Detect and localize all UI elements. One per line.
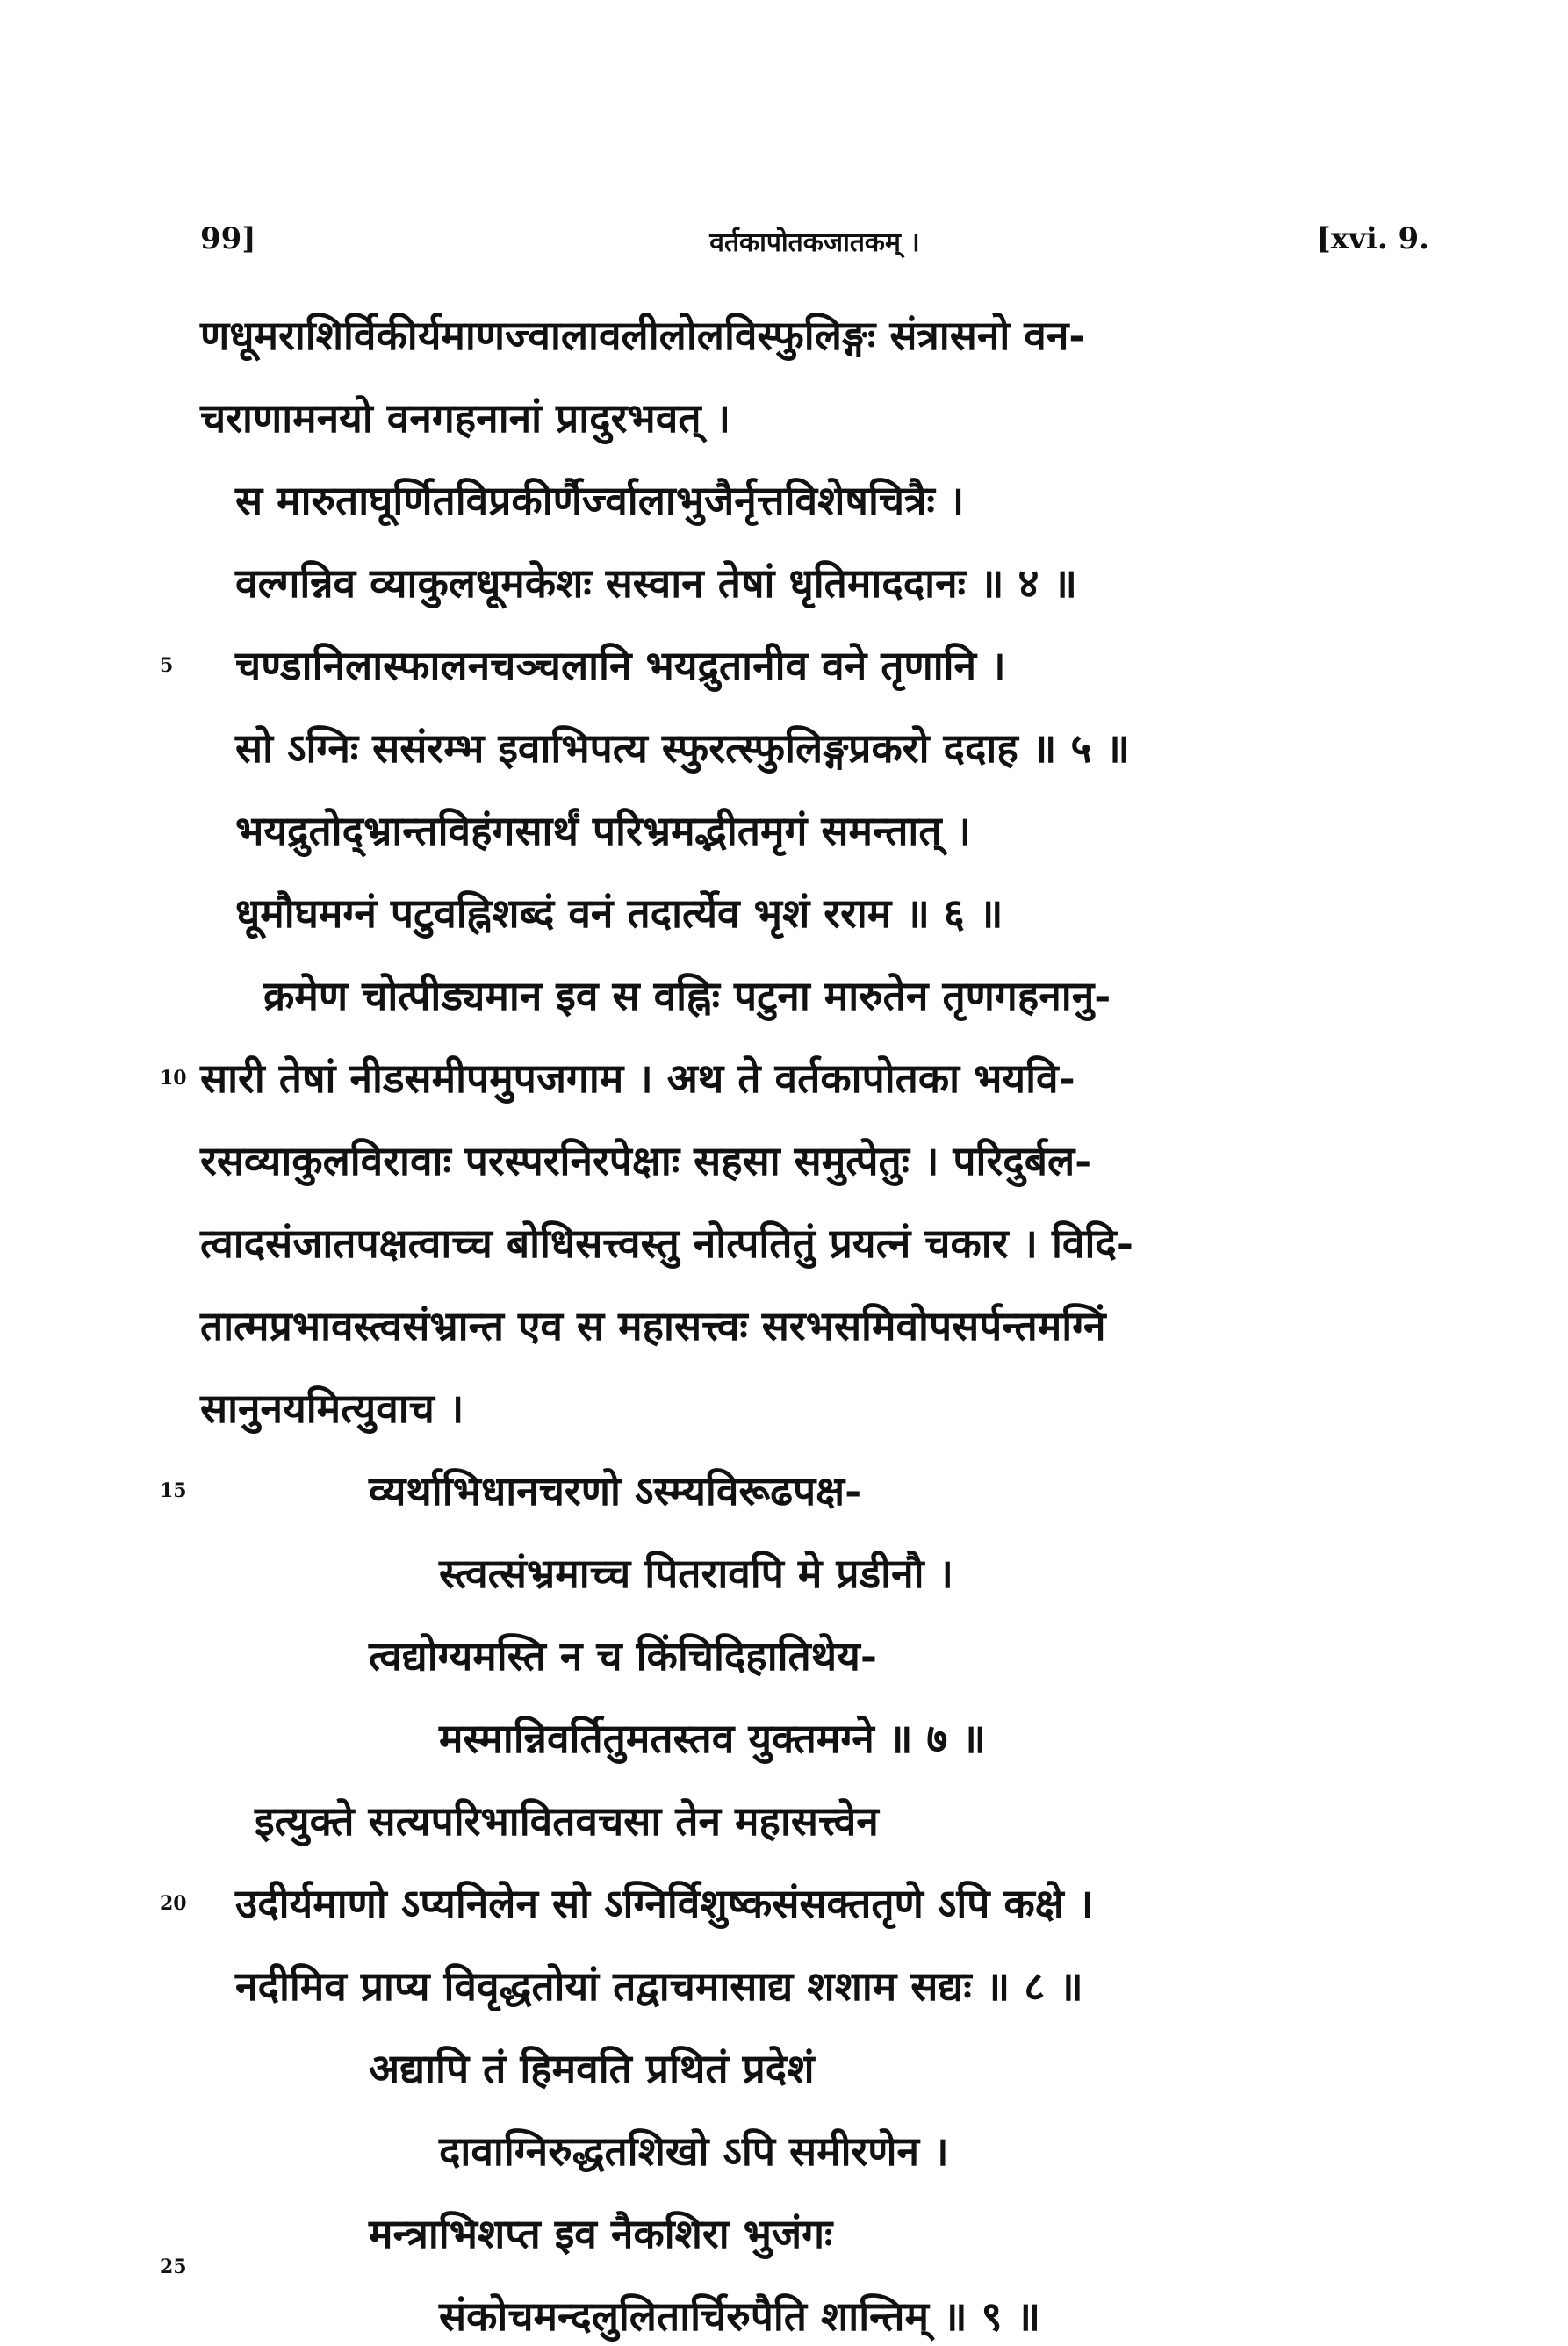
verse-line: इत्युक्ते सत्यपरिभावितवचसा तेन महासत्त्वेन — [255, 1797, 879, 1845]
text-line: सारी तेषां नीडसमीपमुपजगाम । अथ ते वर्तकापोतका भयवि- — [200, 1054, 1075, 1102]
running-header — [200, 221, 1429, 265]
verse-line: उदीर्यमाणो ऽप्यनिलेन सो ऽग्निर्विशुष्कसंसक्ततृणे ऽपि कक्षे । — [235, 1880, 1094, 1927]
line-number: 5 — [160, 654, 174, 677]
text-line: रसव्याकुलविरावाः परस्परनिरपेक्षाः सहसा समुत्पेतुः । परिदुर्बल- — [200, 1137, 1092, 1184]
verse-line: वल्गन्निव व्याकुलधूमकेशः सस्वान तेषां धृतिमाददानः ॥ ४ ॥ — [235, 559, 1077, 607]
verse-line: त्वद्योग्यमस्ति न च किंचिदिहातिथेय- — [369, 1632, 877, 1680]
section-reference: [xvi. 9. — [1316, 221, 1429, 256]
verse-line: स्त्वत्संभ्रमाच्च पितरावपि मे प्रडीनौ । — [439, 1550, 953, 1597]
verse-line: मस्मान्निवर्तितुमतस्तव युक्तमग्ने ॥ ७ ॥ — [439, 1715, 986, 1762]
verse-line: मन्त्राभिशप्त इव नैकशिरा भुजंगः — [369, 2210, 833, 2257]
text-line: णधूमराशिर्विकीर्यमाणज्वालावलीलोलविस्फुलिङ्गः संत्रासनो वन- — [200, 312, 1086, 359]
page-number: 99] — [200, 221, 256, 256]
verse-line: चण्डानिलास्फालनचञ्चलानि भयद्रुतानीव वने तृणानि । — [235, 642, 1006, 689]
verse-line: संकोचमन्दलुलितार्चिरुपैति शान्तिम् ॥ ९ ॥ — [439, 2292, 1041, 2340]
text-line: चराणामनयो वनगहनानां प्रादुरभवत् । — [200, 394, 730, 442]
text-line: तात्मप्रभावस्त्वसंभ्रान्त एव स महासत्त्वः सरभसमिवोपसर्पन्तमग्निं — [200, 1302, 1106, 1349]
line-number: 15 — [160, 1479, 187, 1502]
line-number: 10 — [160, 1067, 187, 1090]
verse-line: धूमौघमग्नं पटुवह्निशब्दं वनं तदार्त्येव भृशं रराम ॥ ६ ॥ — [235, 889, 1003, 937]
verse-line: स मारुताघूर्णितविप्रकीर्णैर्ज्वालाभुजैर्नृत्तविशेषचित्रैः । — [235, 477, 965, 524]
verse-line: दावाग्निरुद्धतशिखो ऽपि समीरणेन । — [439, 2127, 949, 2175]
text-line: क्रमेण चोत्पीड्यमान इव स वह्निः पटुना मारुतेन तृणगहनानु- — [263, 972, 1111, 1019]
verse-line: अद्यापि तं हिमवति प्रथितं प्रदेशं — [369, 2045, 815, 2092]
verse-line: सो ऽग्निः ससंरम्भ इवाभिपत्य स्फुरत्स्फुलिङ्गप्रकरो ददाह ॥ ५ ॥ — [235, 724, 1130, 772]
line-number: 25 — [160, 2256, 187, 2278]
text-line: सानुनयमित्युवाच । — [200, 1385, 464, 1432]
text-line: त्वादसंजातपक्षत्वाच्च बोधिसत्त्वस्तु नोत्पतितुं प्रयत्नं चकार । विदि- — [200, 1220, 1133, 1267]
verse-line: व्यर्थाभिधानचरणो ऽस्म्यविरूढपक्ष- — [369, 1467, 862, 1515]
running-title: वर्तकापोतकजातकम् । — [709, 227, 920, 258]
verse-line: नदीमिव प्राप्य विवृद्धतोयां तद्वाचमासाद्य शशाम सद्यः ॥ ८ ॥ — [235, 1962, 1083, 2010]
line-number: 20 — [160, 1892, 187, 1915]
verse-line: भयद्रुतोद्भ्रान्तविहंगसार्थं परिभ्रमद्भीतमृगं समन्तात् । — [235, 807, 972, 854]
